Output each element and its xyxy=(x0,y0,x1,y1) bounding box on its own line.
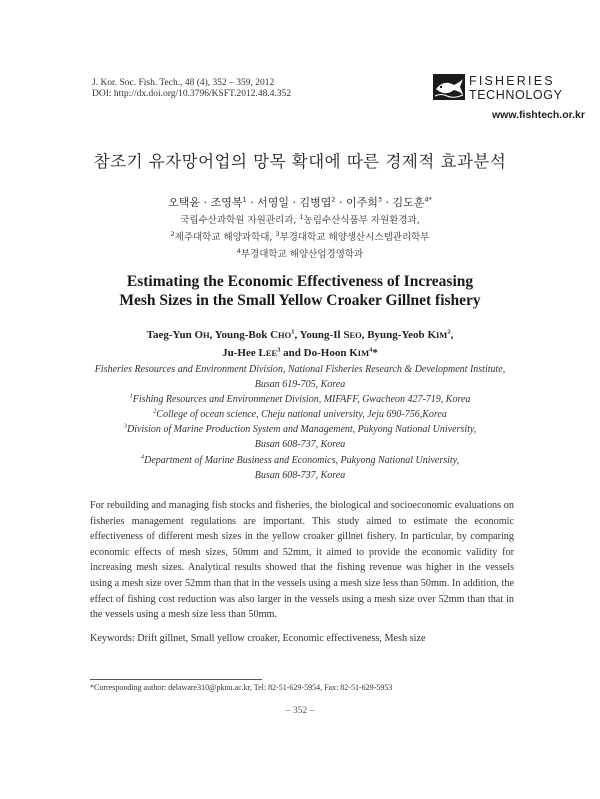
author-affiliation-mark: 1 xyxy=(242,195,247,204)
korean-affiliation-3: $^4$부경대학교 해양산업경영학과 xyxy=(236,246,364,260)
english-author-name-part: C xyxy=(270,329,279,341)
author-affiliation-mark: 4* xyxy=(424,195,432,204)
korean-author-name: 서영일 xyxy=(257,196,289,209)
author-separator: · xyxy=(335,196,347,209)
korean-title: 참조기 유자망어업의 망목 확대에 따른 경제적 효과분석 xyxy=(93,152,507,171)
author-separator: * xyxy=(372,347,378,359)
journal-reference xyxy=(92,78,291,100)
english-title-line1: Estimating the Economic Effectiveness of Increasing xyxy=(126,273,474,290)
author-separator: · xyxy=(246,196,258,209)
english-title-line2: Mesh Sizes in the Small Yellow Croaker Gillnet fishery xyxy=(119,292,481,309)
korean-author-name: 김도훈 xyxy=(392,196,425,209)
english-author-name-part: EO xyxy=(349,330,362,340)
journal-url: www.fishtech.or.kr xyxy=(492,109,585,121)
english-author-name-part: IM xyxy=(357,348,370,358)
english-author-name-part: K xyxy=(427,329,436,341)
author-affiliation-mark: 3 xyxy=(377,195,383,204)
english-authors-line1 xyxy=(0,329,600,341)
english-author-name-part: HO xyxy=(278,330,292,340)
keywords: Keywords: Drift gillnet, Small yellow croaker, Economic effectiveness, Mesh size xyxy=(90,633,426,644)
english-affiliation-line: Busan 608-737, Korea xyxy=(254,470,346,481)
english-affiliation-line: $^3$Division of Marine Production System and Management, Pukyong National University, xyxy=(123,422,477,435)
korean-affiliation-1: 국립수산과학원 자원관리과, $^1$농림수산식품부 자원환경과, xyxy=(180,212,420,226)
english-author-name-part: Taeg-Yun xyxy=(146,329,195,341)
english-title xyxy=(0,272,600,310)
abstract-paragraph: For rebuilding and managing fish stocks and fisheries, the biological and socioeconomic evaluations on fisheries management regulations are important. This study aimed to estimate the economic effectiveness of different mesh sizes in the yellow croaker gillnet fishery. In particular, by comparing economic effects of mesh sizes, 50mm and 52mm, it aimed to provide the economic validity for increasing mesh sizes. Analytical results showed that the fishing revenue was higher in the vessels using a mesh size over 52mm than that in the vessels using a mesh size less than 50mm. In addition, the effect of fishing cost reduction was also larger in the vessels using a mesh size over 52mm than that in the vessels using a mesh size less than 50mm. xyxy=(90,500,514,621)
author-separator: , xyxy=(361,329,368,341)
english-author-name-part: K xyxy=(349,347,358,359)
author-separator: · xyxy=(382,196,393,209)
english-affiliation-line: $^4$Department of Marine Business and Economics, Pukyong National University, xyxy=(140,453,460,466)
english-affiliation-line: Fisheries Resources and Environment Division, National Fisheries Research & Development Institute, xyxy=(94,364,506,375)
author-separator: , xyxy=(450,329,454,341)
english-authors-line2 xyxy=(0,347,600,359)
korean-author-name: 오택윤 xyxy=(168,196,201,209)
logo-text-line2: TECHNOLOGY xyxy=(469,88,563,102)
author-separator: · xyxy=(288,196,300,209)
english-author-name-part: O xyxy=(194,329,204,341)
author-affiliation-mark: 2 xyxy=(331,195,336,204)
english-author-name-part: Ju-Hee xyxy=(222,347,259,359)
fish-emblem-icon xyxy=(432,73,466,101)
english-author-name-part: Young-Il xyxy=(299,329,344,341)
author-affiliation-mark: 4 xyxy=(369,346,373,354)
english-affiliation-line: $^1$Fishing Resources and Environmenet Division, MIFAFF, Gwacheon 427-719, Korea xyxy=(129,392,471,405)
korean-author-name: 이주희 xyxy=(346,196,378,209)
english-author-name-part: L xyxy=(258,347,266,359)
english-author-name-part: S xyxy=(343,329,350,341)
korean-author-name: 김병엽 xyxy=(299,196,332,209)
english-author-name-part: Young-Bok xyxy=(214,329,271,341)
author-affiliation-mark: 1 xyxy=(291,328,295,336)
english-affiliation-line: $^2$College of ocean science, Cheju national university, Jeju 690-756,Korea xyxy=(153,407,447,420)
korean-affiliation-2: $^2$제주대학교 해양과학대, $^3$부경대학교 해양생산시스템관리학부 xyxy=(170,229,430,243)
korean-author-name: 조영복 xyxy=(210,196,243,209)
doi-line: DOI: http://dx.doi.org/10.3796/KSFT.2012.48.4.352 xyxy=(92,89,292,99)
page-number: – 352 – xyxy=(285,706,315,716)
author-affiliation-mark: 2 xyxy=(447,328,451,336)
author-separator: and xyxy=(280,347,304,359)
corresponding-author-footnote: *Corresponding author: delaware310@pknu.ac.kr, Tel: 82-51-629-5954, Fax: 82-51-629-5953 xyxy=(90,683,393,692)
english-author-name-part: EE xyxy=(265,348,278,358)
korean-authors xyxy=(0,194,600,210)
english-author-name-part: Byung-Yeob xyxy=(367,329,428,341)
journal-citation: J. Kor. Soc. Fish. Tech., 48 (4), 352 – 359, 2012 xyxy=(92,78,275,88)
english-author-name-part: H xyxy=(203,330,210,340)
author-separator: , xyxy=(209,329,215,341)
english-affiliation-line: Busan 608-737, Korea xyxy=(254,439,346,450)
author-separator: , xyxy=(294,329,300,341)
author-affiliation-mark: 3 xyxy=(277,346,281,354)
footnote-divider xyxy=(90,679,262,680)
english-author-name-part: IM xyxy=(436,330,448,340)
english-author-name-part: Do-Hoon xyxy=(303,347,350,359)
journal-logo xyxy=(432,71,585,123)
english-affiliation-line: Busan 619-705, Korea xyxy=(254,379,346,390)
logo-text-line1: FISHERIES xyxy=(469,74,555,88)
author-separator: · xyxy=(200,196,211,209)
